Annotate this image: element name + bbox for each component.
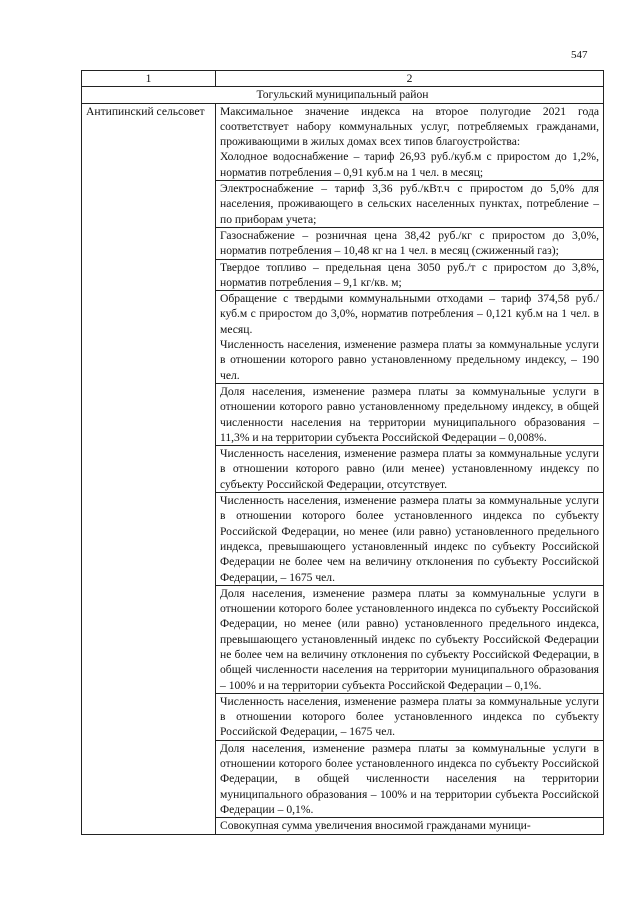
page-number: 547: [571, 49, 588, 61]
table-row: [82, 103, 604, 834]
paragraph-cold-water: Холодное водоснабжение – тариф 26,93 руб./куб.м с приростом до 1,2%, норматив потребления – 0,91 куб.м на 1 чел. в месяц;: [220, 150, 599, 179]
paragraph-population-less: Численность населения, изменение размера платы за коммунальные услуги в отношении которого равно (или менее) установленному индексу по субъекту Российской Федерации, отсутствует.: [216, 445, 603, 492]
column-header-1: 1: [82, 71, 216, 87]
paragraph-total-sum: Совокупная сумма увеличения вносимой гражданами муници-: [216, 817, 603, 833]
paragraph-population-above: Численность населения, изменение размера платы за коммунальные услуги в отношении которого более установленного индекса по субъекту Российской Федерации, – 1675 чел.: [216, 693, 603, 740]
locality-description: [216, 103, 604, 834]
table-header-row: [82, 71, 604, 87]
paragraph-waste: Обращение с твердыми коммунальными отходами – тариф 374,58 руб./куб.м с приростом до 3,0%, норматив потребления – 0,121 куб.м на 1 чел. в месяц.: [216, 290, 603, 337]
paragraph-share-equal: Доля населения, изменение размера платы за коммунальные услуги в отношении которого равно установленному предельному индексу, в общей численности населения на территории муниципального образования – 11,3% и на территории субъекта Российской Федерации – 0,008%.: [216, 383, 603, 445]
column-header-2: 2: [216, 71, 604, 87]
index-table: [81, 70, 604, 835]
paragraph-gas: Газоснабжение – розничная цена 38,42 руб./кг с приростом до 3,0%, норматив потребления – 10,48 кг на 1 чел. в месяц (сжиженный газ);: [216, 227, 603, 259]
locality-name: Антипинский сельсовет: [82, 103, 216, 834]
paragraph-share-between: Доля населения, изменение размера платы за коммунальные услуги в отношении которого более установленного индекса по субъекту Российской Федерации, но менее (или равно) установленного предельного индекса, превышающего установленный индекс по субъекту Российской Федерации не более чем на величину отклонения по субъекту Российской Федерации, в общей численности населения на территории муниципального образования – 100% и на территории субъекта Российской Федерации – 0,1%.: [216, 585, 603, 693]
paragraph-electricity: Электроснабжение – тариф 3,36 руб./кВт.ч с приростом до 5,0% для населения, проживающего в сельских населенных пунктах, потребление – по приборам учета;: [216, 180, 603, 227]
paragraph-solid-fuel: Твердое топливо – предельная цена 3050 руб./т с приростом до 3,8%, норматив потребления – 9,1 кг/кв. м;: [216, 259, 603, 291]
paragraph-population-equal: Численность населения, изменение размера платы за коммунальные услуги в отношении которого равно установленному предельному индексу, – 190 чел.: [220, 338, 599, 382]
paragraph-intro: Максимальное значение индекса на второе полугодие 2021 года соответствует набору коммунальных услуг, потребляемых гражданами, проживающими в жилых домах всех типов благоустройства:: [220, 104, 599, 149]
paragraph-share-above: Доля населения, изменение размера платы за коммунальные услуги в отношении которого более установленного индекса по субъекту Российской Федерации, в общей численности населения на территории муниципального образования – 100% и на территории субъекта Российской Федерации – 0,1%.: [216, 740, 603, 817]
district-row: [82, 87, 604, 103]
district-name: Тогульский муниципальный район: [82, 87, 604, 103]
paragraph-population-between: Численность населения, изменение размера платы за коммунальные услуги в отношении которого более установленного индекса по субъекту Российской Федерации, но менее (или равно) установленного предельного индекса, превышающего установленный индекс по субъекту Российской Федерации не более чем на величину отклонения по субъекту Российской Федерации, – 1675 чел.: [216, 492, 603, 585]
